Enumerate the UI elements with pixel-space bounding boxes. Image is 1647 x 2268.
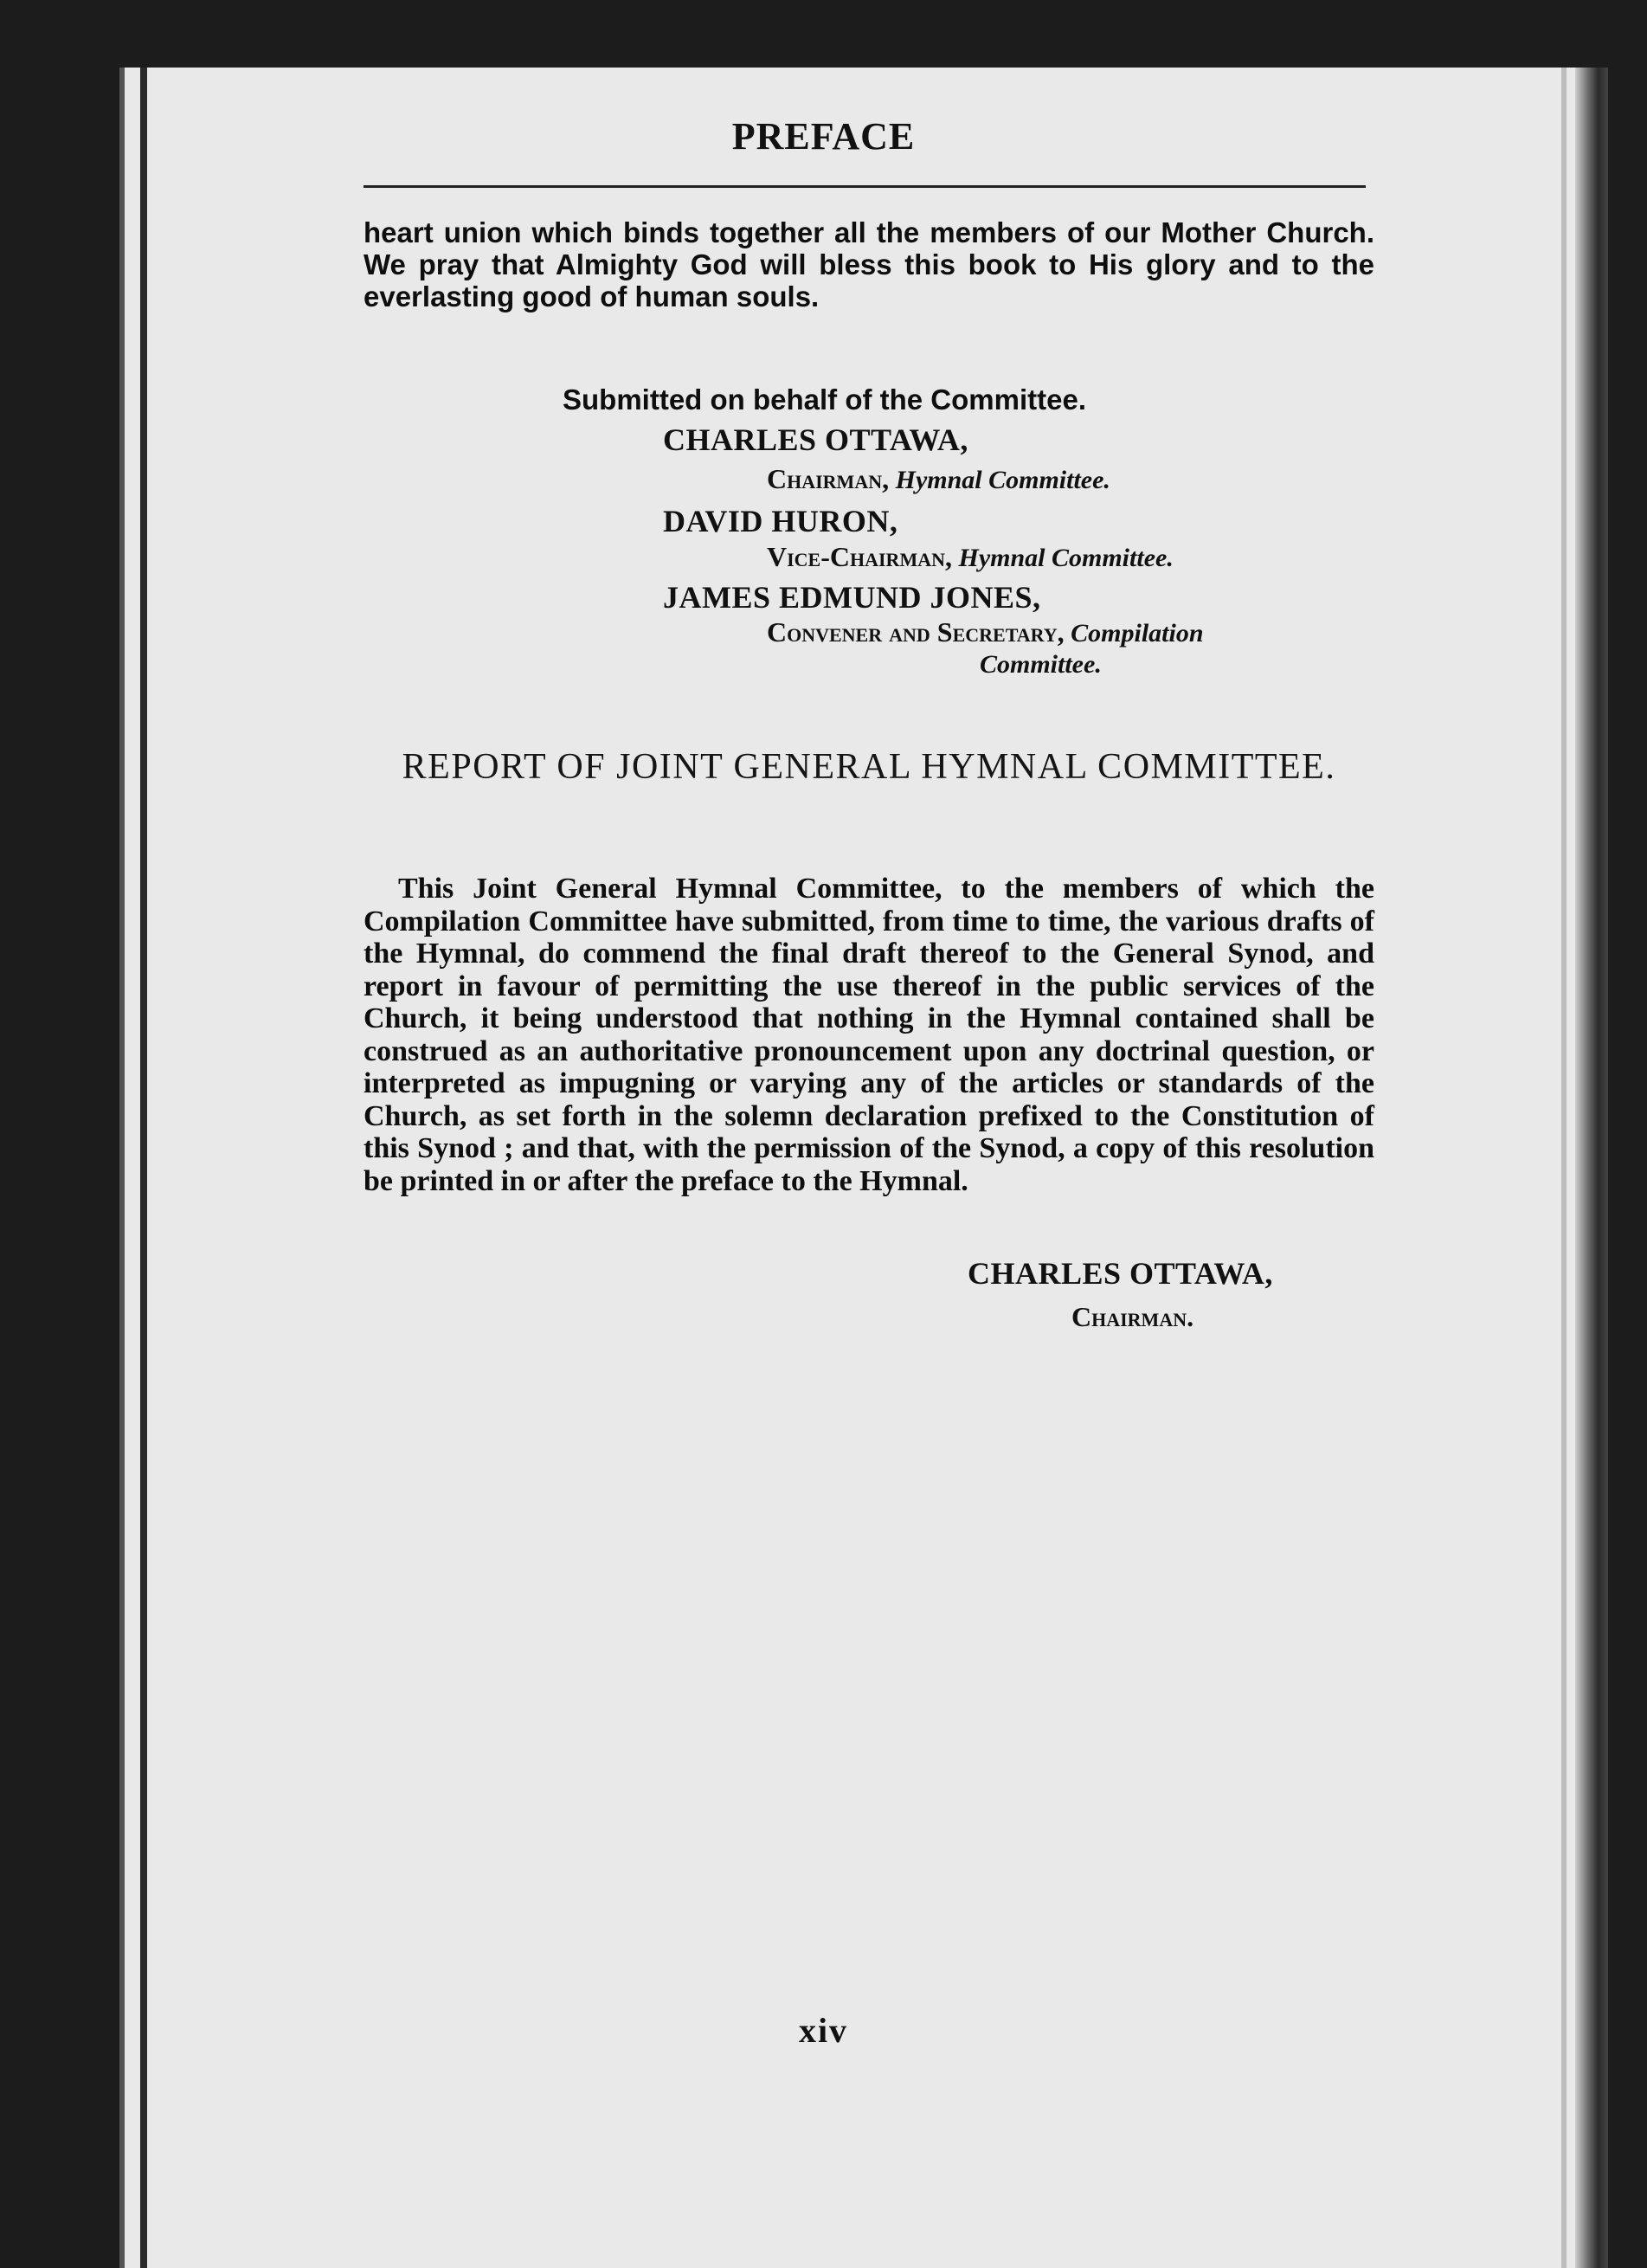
signatory-role: Vice-Chairman, xyxy=(767,541,952,572)
report-signatory-title xyxy=(1071,1301,1193,1334)
signatory-committee: Compilation xyxy=(1071,619,1204,648)
signatory-name: JAMES EDMUND JONES, xyxy=(663,580,1041,615)
head-rule xyxy=(363,185,1366,188)
signatory-committee: Hymnal Committee. xyxy=(895,466,1110,494)
book-spine xyxy=(1575,68,1608,2268)
signatory-title xyxy=(767,616,1373,680)
signatory-title xyxy=(767,463,1110,496)
page-number: xiv xyxy=(798,2011,849,2050)
preface-paragraph: heart union which binds together all the members of our Mother Church. We pray that Almighty God will bless this book to His glory and to the everlasting good of human souls. xyxy=(363,216,1374,312)
signatory-name: DAVID HURON, xyxy=(663,504,898,538)
report-signatory-role: Chairman. xyxy=(1071,1301,1194,1332)
signatory-name: CHARLES OTTAWA, xyxy=(663,422,968,457)
signatory-role: Convener and Secretary, xyxy=(767,616,1065,648)
signatory-committee-cont: Committee. xyxy=(980,650,1102,679)
submitted-line: Submitted on behalf of the Committee. xyxy=(563,383,1087,416)
running-head: PREFACE xyxy=(731,115,916,158)
report-heading: REPORT OF JOINT GENERAL HYMNAL COMMITTEE. xyxy=(402,747,1336,787)
report-paragraph: This Joint General Hymnal Committee, to the members of which the Compilation Committee have submitted, from time to time, the various drafts of the Hymnal, do commend the final draft thereof to the General Synod, and report in favour of permitting the use thereof in the public services of the Church, it being understood that nothing in the Hymnal contained shall be construed as an authoritative pronouncement upon any doctrinal question, or interpreted as impugning or varying any of the articles or standards of the Church, as set forth in the solemn declaration prefixed to the Constitution of this Synod ; and that, with the permission of the Synod, a copy of this resolution be printed in or after the preface to the Hymnal. xyxy=(363,873,1374,1197)
page-margin-line xyxy=(140,68,147,2268)
signatory-committee: Hymnal Committee. xyxy=(958,544,1174,572)
signatory-role: Chairman, xyxy=(767,463,890,494)
signatory-title xyxy=(767,541,1174,574)
report-signatory-name: CHARLES OTTAWA, xyxy=(968,1256,1273,1291)
